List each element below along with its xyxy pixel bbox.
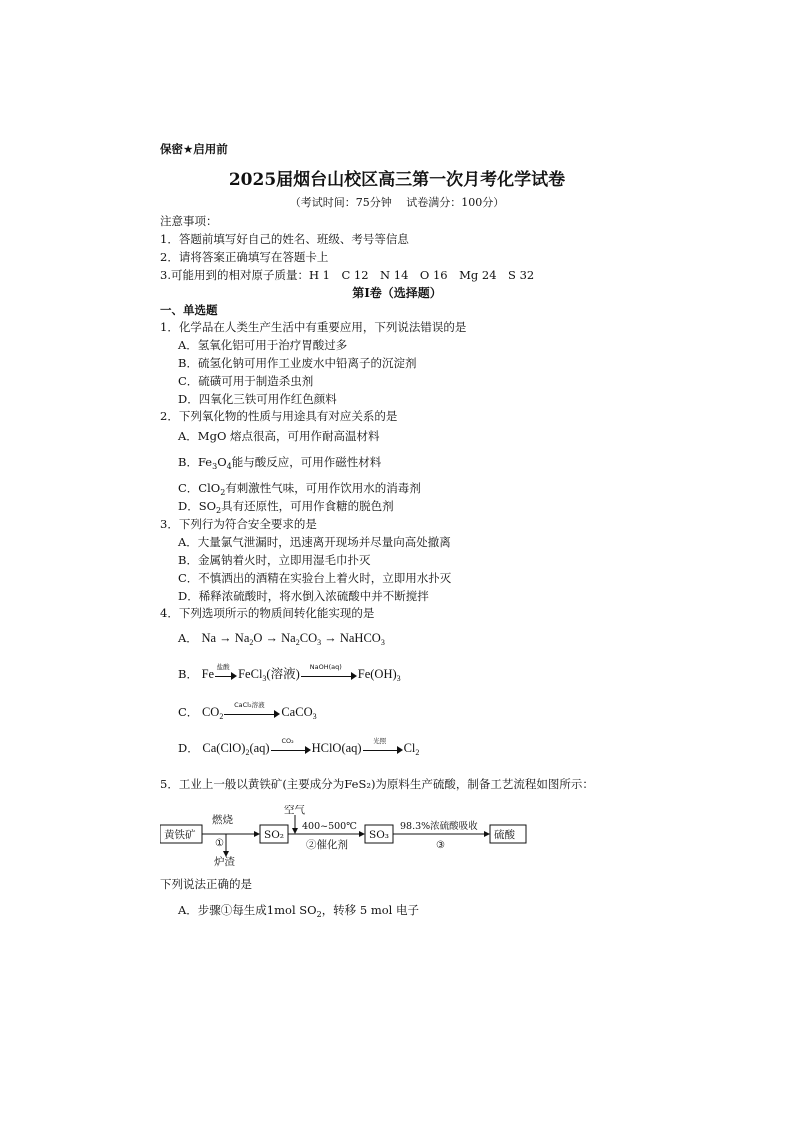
note-item: 1．答题前填写好自己的姓名、班级、考号等信息 <box>160 232 409 246</box>
question-5-option-a: A．步骤①每生成1mol $SO_2$，转移 5 mol 电子 <box>178 903 419 919</box>
exam-title: 2025届烟台山校区高三第一次月考化学试卷 <box>228 170 566 190</box>
question-5-followup: 下列说法正确的是 <box>160 877 252 891</box>
note-item: 2．请将答案正确填写在答题卡上 <box>160 250 329 264</box>
question-4-option-a: A． $Na \to Na_2O \to Na_2CO_3$ → NaHCO$_3$ <box>178 631 385 647</box>
question-5-stem: 5．工业上一般以黄铁矿(主要成分为FeS₂)为原料生产硫酸，制备工艺流程如图所示： <box>160 777 594 791</box>
question-2-option-a: A．MgO 熔点很高，可用作耐高温材料 <box>178 429 380 443</box>
question-4-option-b: B． Fe 盐酸 FeCl$_3$(溶液) NaOH(aq) $Fe(OH)_3$ <box>178 663 401 683</box>
exam-info: （考试时间：75分钟 试卷满分：100分） <box>289 196 505 209</box>
question-4-stem: 4．下列选项所示的物质间转化能实现的是 <box>160 606 375 620</box>
flow-label-step1: 燃烧 <box>212 814 233 826</box>
question-2-option-b: B．$Fe_3O_4$能与酸反应，可用作磁性材料 <box>178 455 382 471</box>
reaction-arrow: CaCl₂溶液 <box>224 707 280 719</box>
process-flow-diagram <box>160 805 530 867</box>
question-2-stem: 2．下列氧化物的性质与用途具有对应关系的是 <box>160 409 398 423</box>
question-4-option-d: D． $Ca(ClO)_2(aq)$ CO₂ HClO(aq) 光照 $Cl_2$ <box>178 737 420 757</box>
question-3-option-b: B．金属钠着火时，立即用湿毛巾扑灭 <box>178 553 371 567</box>
question-1-option-b: B．硫氢化钠可用作工业废水中铅离子的沉淀剂 <box>178 356 417 370</box>
note-item: 3.可能用到的相对原子质量：H 1 C 12 N 14 O 16 Mg 24 S 32 <box>160 268 535 282</box>
section-heading: 一、单选题 <box>160 303 218 317</box>
flow-svg <box>160 805 530 867</box>
reaction-arrow: CO₂ <box>271 743 311 755</box>
flow-label-air: 空气 <box>284 805 305 816</box>
flow-label-absorption: 98.3%浓硫酸吸收 <box>400 821 478 832</box>
question-2-option-c: C．ClO$_2$有刺激性气味，可用作饮用水的消毒剂 <box>178 481 421 497</box>
question-1-stem: 1．化学品在人类生产生活中有重要应用，下列说法错误的是 <box>160 320 467 334</box>
part-title: 第Ⅰ卷（选择题） <box>352 286 442 300</box>
question-4-option-c: C． $CO_2$ CaCl₂溶液 CaCO$_3$ <box>178 701 317 721</box>
question-3-option-a: A．大量氯气泄漏时，迅速离开现场并尽量向高处撤离 <box>178 535 451 549</box>
confidential-label: 保密★启用前 <box>160 142 228 156</box>
question-2-option-d: D．$SO_2$具有还原性，可用作食糖的脱色剂 <box>178 499 394 515</box>
flow-label-so2: SO₂ <box>264 829 285 841</box>
question-3-option-d: D．稀释浓硫酸时，将水倒入浓硫酸中并不断搅拌 <box>178 589 429 603</box>
flow-label-so3: SO₃ <box>369 829 390 841</box>
question-1-option-c: C．硫磺可用于制造杀虫剂 <box>178 374 314 388</box>
notes-heading: 注意事项： <box>160 214 218 228</box>
reaction-arrow: 光照 <box>363 743 403 755</box>
question-3-option-c: C．不慎洒出的酒精在实验台上着火时，立即用水扑灭 <box>178 571 452 585</box>
reaction-arrow: 盐酸 <box>215 669 237 681</box>
question-1-option-a: A．氢氧化铝可用于治疗胃酸过多 <box>178 338 348 352</box>
question-1-option-d: D．四氧化三铁可用作红色颜料 <box>178 392 337 406</box>
flow-label-slag: 炉渣 <box>214 856 235 867</box>
flow-label-step3-num: ③ <box>436 840 445 851</box>
flow-label-step1-num: ① <box>215 838 224 849</box>
reaction-arrow: NaOH(aq) <box>301 669 357 681</box>
flow-label-product: 硫酸 <box>494 829 515 841</box>
question-3-stem: 3．下列行为符合安全要求的是 <box>160 517 317 531</box>
flow-label-catalyst: ②催化剂 <box>306 839 348 851</box>
flow-label-pyrite: 黄铁矿 <box>164 829 196 841</box>
flow-label-temperature: 400~500℃ <box>302 821 357 832</box>
